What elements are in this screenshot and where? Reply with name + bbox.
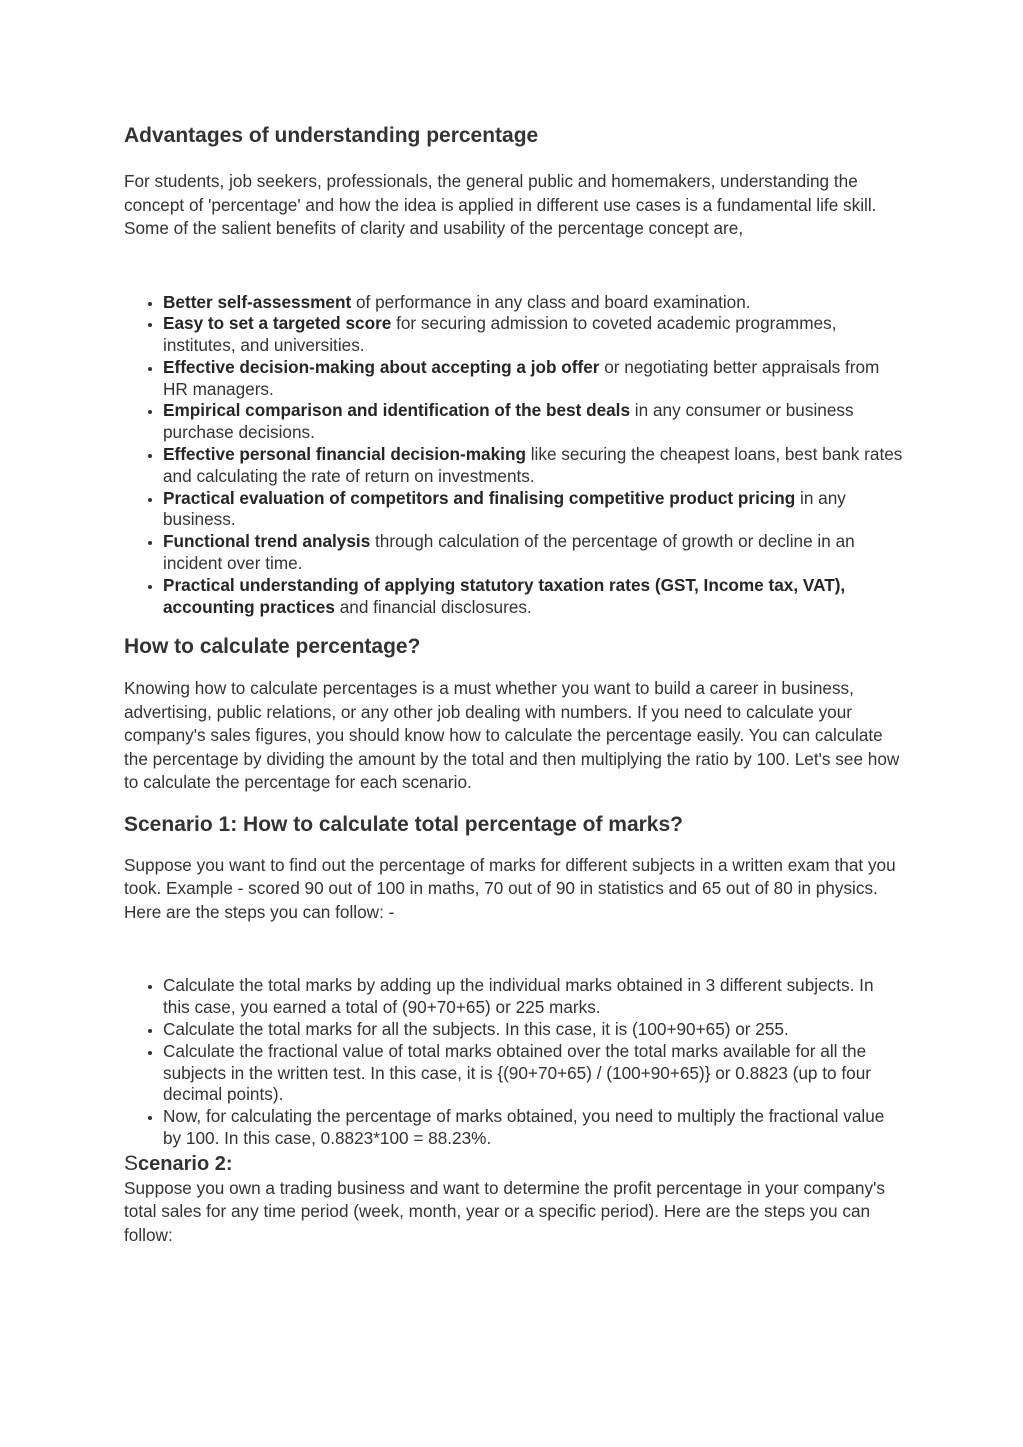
list-item-bold: Practical understanding of applying statutory taxation rates (GST, Income tax, VAT), accounting practices — [163, 574, 846, 617]
list-item — [163, 488, 904, 532]
list-item — [163, 357, 904, 401]
list-item-bold: Empirical comparison and identification of the best deals — [163, 400, 631, 421]
list-item-bold: Effective personal financial decision-making — [163, 444, 526, 465]
how-to-body: Knowing how to calculate percentages is a must whether you want to build a career in business, advertising, public relations, or any other job dealing with numbers. If you need to calculate your company's sales figures, you should know how to calculate the percentage easily. You can calculate the percentage by dividing the amount by the total and then multiplying the ratio by 100. Let's see how to calculate the percentage for each scenario. — [124, 678, 900, 793]
list-item-text: for securing admission to coveted academic programmes, institutes, and universities. — [163, 313, 837, 356]
list-item-text: like securing the cheapest loans, best bank rates and calculating the rate of return on investments. — [163, 444, 903, 486]
list-item-text: or negotiating better appraisals from HR managers. — [163, 356, 880, 399]
scenario2-heading-initial: S — [124, 1151, 139, 1175]
scenario2-heading — [124, 1151, 904, 1177]
list-item-bold: Functional trend analysis — [163, 531, 371, 552]
list-item: • Now, for calculating the percentage of marks obtained, you need to multiply the fractional value by 100. In this case, 0.8823*100 = 88.23%. — [163, 1106, 904, 1150]
scenario2-intro: Suppose you own a trading business and want to determine the profit percentage in your company's total sales for any time period (week, month, year or a specific period). Here are the steps you can follow: — [124, 1177, 885, 1245]
list-item — [163, 292, 904, 314]
list-item: • Calculate the total marks by adding up the individual marks obtained in 3 different subjects. In this case, you earned a total of (90+70+65) or 225 marks. — [163, 975, 904, 1019]
list-item — [163, 313, 904, 357]
list-item — [163, 400, 904, 444]
list-item-text: of performance in any class and board examination. — [351, 291, 751, 312]
list-item: • Calculate the fractional value of total marks obtained over the total marks available for all the subjects in the written test. In this case, it is {(90+70+65) / (100+90+65)} or 0.8823 (up to four decimal points). — [163, 1041, 904, 1106]
list-item-bold: Easy to set a targeted score — [163, 313, 392, 334]
scenario1-intro: Suppose you want to find out the percentage of marks for different subjects in a written exam that you took. Example - scored 90 out of 100 in maths, 70 out of 90 in statistics and 65 out of 80 in physics. Here are the steps you can follow: - — [124, 854, 896, 922]
list-item: • Calculate the total marks for all the subjects. In this case, it is (100+90+65) or 255. — [163, 1019, 904, 1041]
advantages-list — [124, 292, 904, 619]
scenario2-heading-rest: cenario 2: — [138, 1152, 233, 1175]
list-item — [163, 444, 904, 488]
document-page — [124, 120, 904, 1247]
list-item-text: in any consumer or business purchase decisions. — [163, 400, 854, 443]
scenario1-heading: Scenario 1: How to calculate total percentage of marks? — [124, 812, 683, 836]
list-item-bold: Better self-assessment — [163, 291, 352, 312]
scenario1-steps — [124, 975, 904, 1149]
advantages-intro: For students, job seekers, professionals, the general public and homemakers, understanding the concept of 'percentage' and how the idea is applied in different use cases is a fundamental life skill. Some of the salient benefits of clarity and usability of the percentage concept are, — [124, 171, 877, 238]
list-item — [163, 575, 904, 619]
list-item-text: through calculation of the percentage of growth or decline in an incident over time. — [163, 531, 855, 574]
how-to-heading: How to calculate percentage? — [124, 635, 421, 659]
list-item-bold: Effective decision-making about accepting a job offer — [163, 356, 600, 377]
list-item-text: and financial disclosures. — [334, 596, 532, 617]
advantages-heading: Advantages of understanding percentage — [124, 124, 539, 147]
list-item-text: in any business. — [163, 487, 846, 530]
list-item-bold: Practical evaluation of competitors and finalising competitive product pricing — [163, 487, 796, 508]
list-item — [163, 531, 904, 575]
